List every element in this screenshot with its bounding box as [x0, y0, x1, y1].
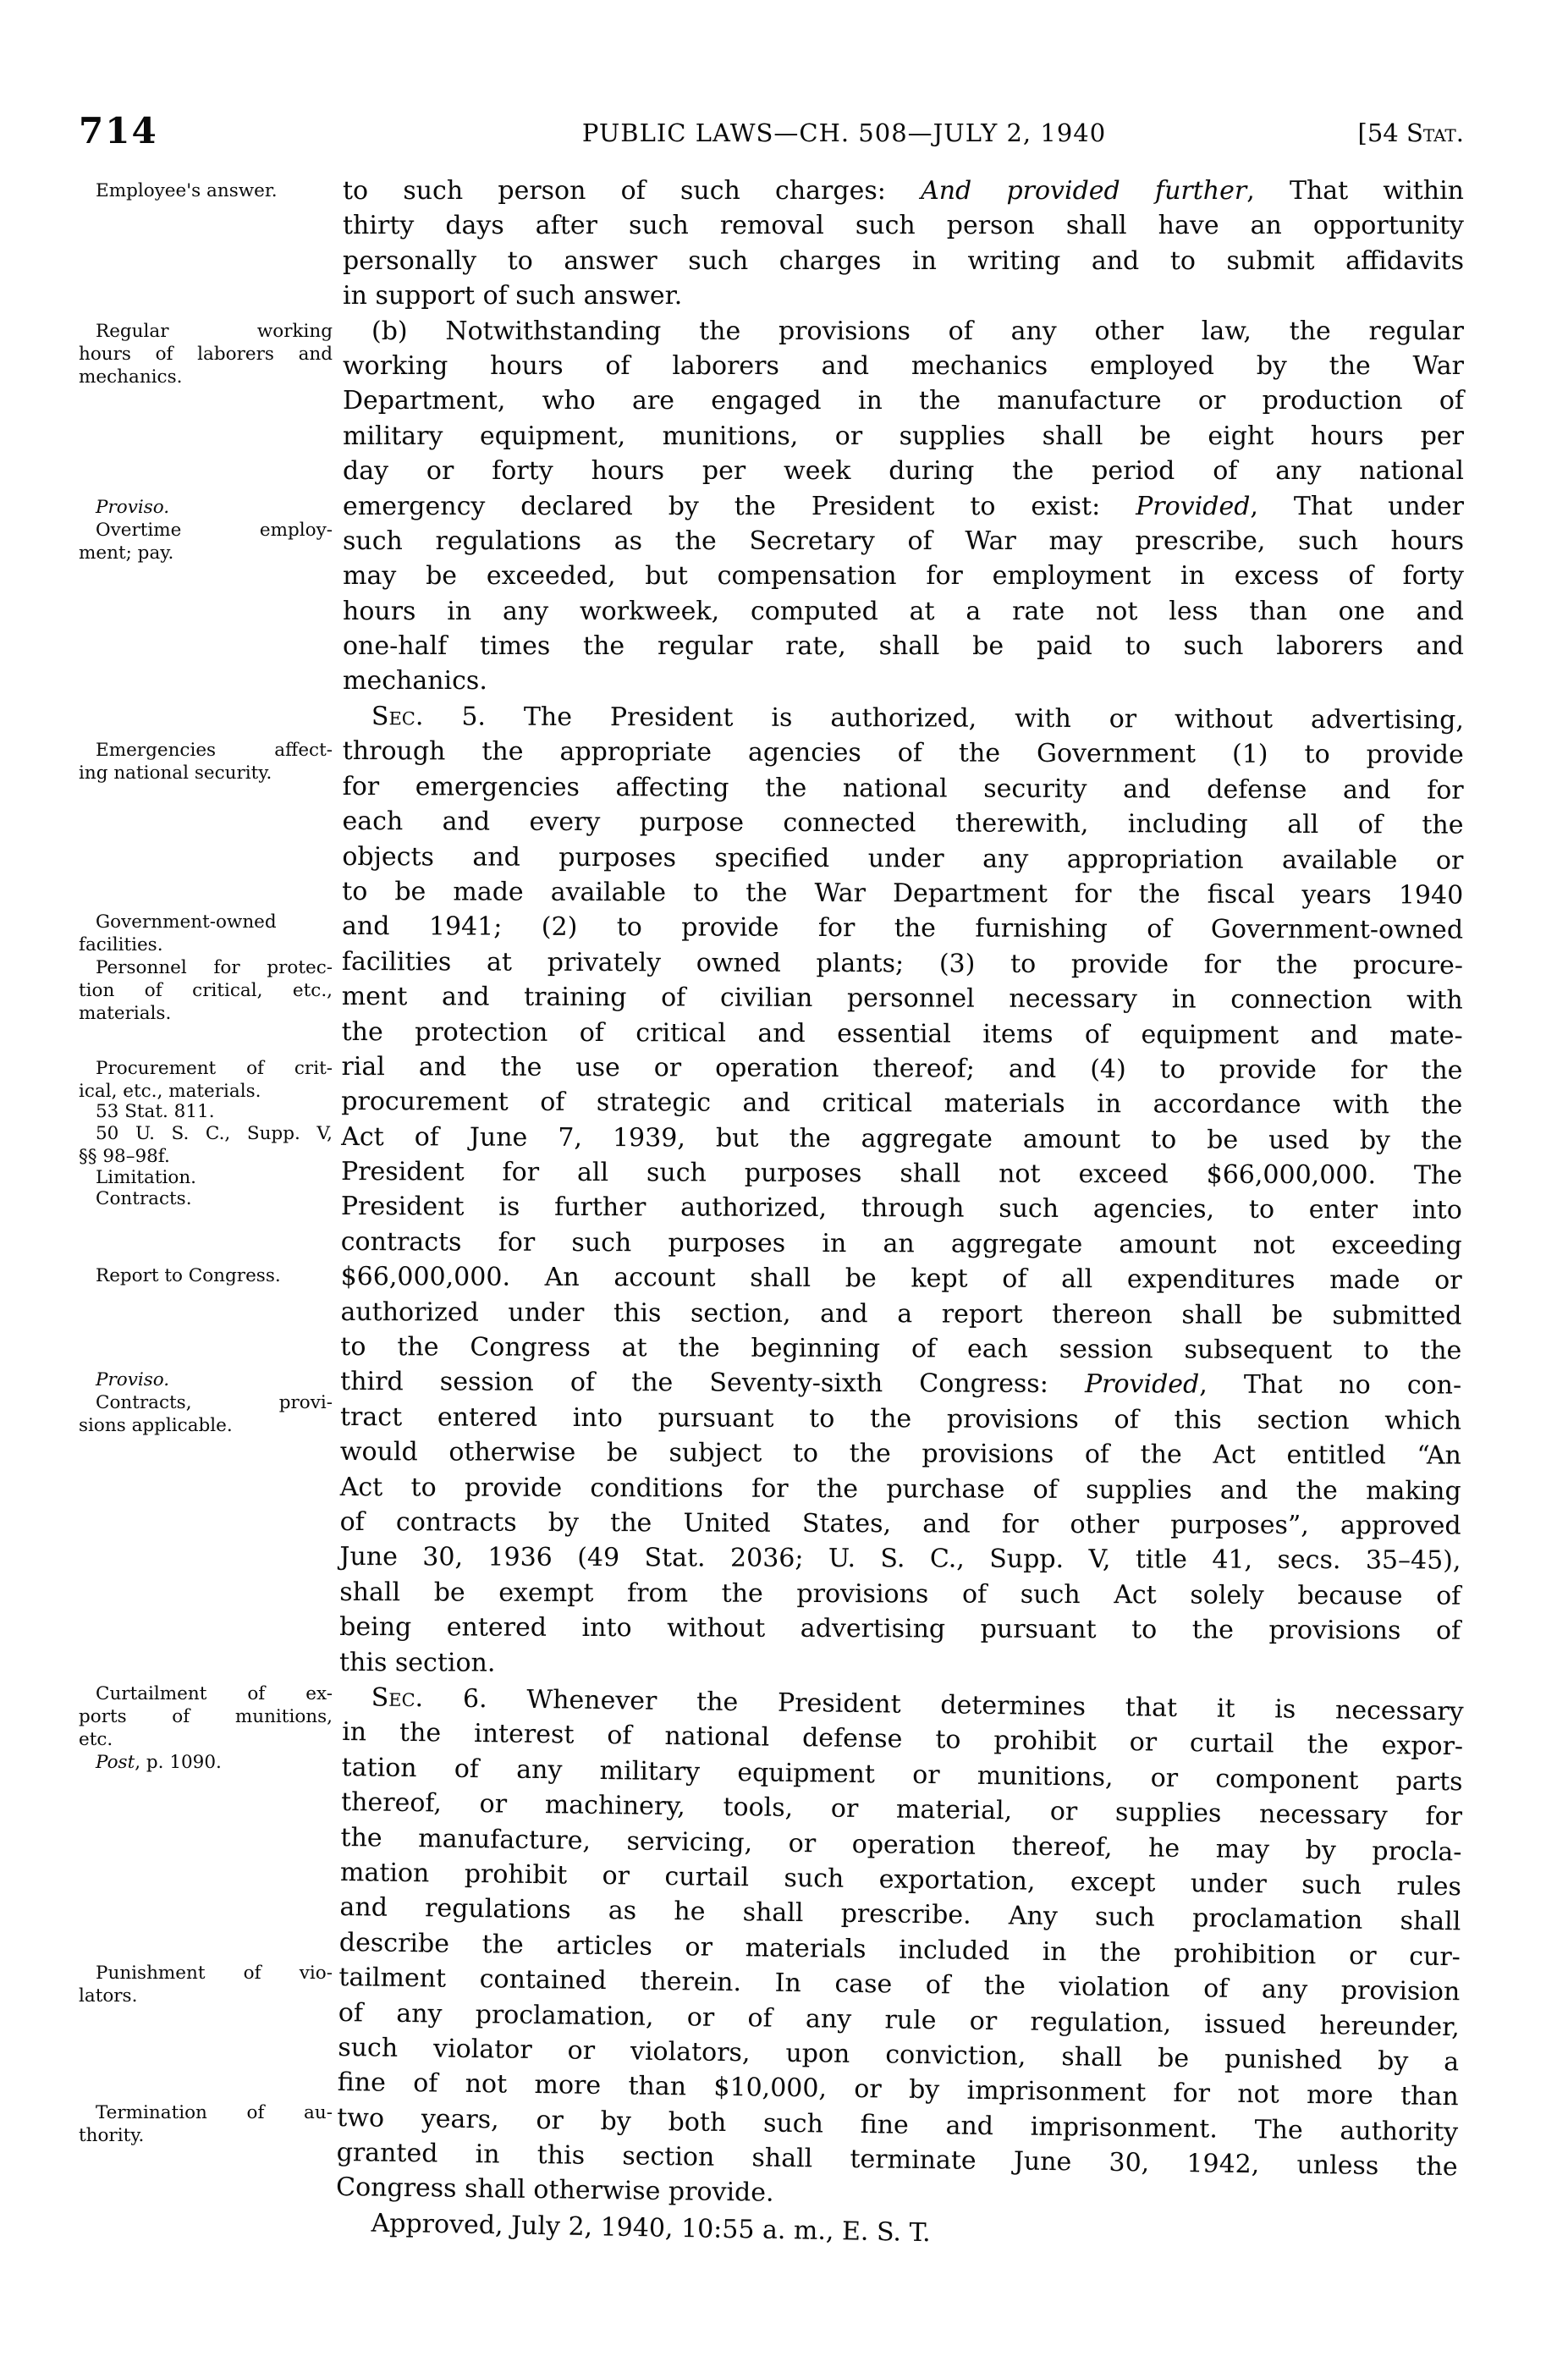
margin-note-line: facilities.	[79, 934, 163, 955]
body-line: contracts for such purposes in an aggregate amount not exceeding	[340, 1226, 1462, 1261]
body-line: to the Congress at the beginning of each session subsequent to the	[340, 1331, 1462, 1366]
margin-note-line	[79, 1368, 333, 1391]
body-line: Act to provide conditions for the purchase of supplies and the making	[339, 1472, 1461, 1506]
italic-text: And provided further	[921, 176, 1247, 206]
stat-citation: [54 Stat.	[1357, 118, 1464, 147]
body-line: through the appropriate agencies of the Government (1) to provide	[342, 736, 1464, 770]
body-line: thereof, or machinery, tools, or material, or supplies necessary for	[340, 1787, 1463, 1832]
body-line: Sec. 5. The President is authorized, with or without advertising,	[371, 701, 1464, 735]
body-line: would otherwise be subject to the provisions of the Act entitled “An	[339, 1437, 1461, 1471]
margin-note-line: Government-owned	[96, 911, 277, 933]
margin-note-line: Procurement of crit-	[96, 1058, 333, 1079]
margin-note-line	[79, 496, 333, 519]
body-paragraph	[336, 1680, 1464, 2220]
body-paragraph	[343, 314, 1464, 699]
margin-note-line: ment; pay.	[79, 542, 174, 564]
body-text-column	[335, 173, 1465, 2248]
italic-text: Proviso.	[96, 497, 170, 518]
note-post-p-1090	[79, 1751, 333, 1774]
note-53-stat-811	[79, 1100, 333, 1123]
margin-note-line: Termination of au-	[96, 2102, 333, 2123]
body-line: the protection of critical and essential items of equipment and mate-	[341, 1016, 1463, 1050]
body-line: fine of not more than $10,000, or by imprisonment for not more than	[337, 2067, 1459, 2112]
body-line: working hours of laborers and mechanics employed by the War	[343, 350, 1464, 381]
body-line: to such person of such charges: And provided further, That within	[343, 176, 1464, 206]
note-overtime-employment	[79, 519, 333, 564]
small-caps-text: Sec.	[371, 1682, 424, 1714]
body-line: procurement of strategic and critical materials in accordance with the	[341, 1087, 1463, 1120]
note-government-owned-facilities	[79, 911, 333, 956]
body-line: such violator or violators, upon conviction, shall be punished by a	[338, 2032, 1460, 2078]
body-line: military equipment, munitions, or supplies shall be eight hours per	[343, 421, 1464, 451]
body-line: for emergencies affecting the national security and defense and for	[342, 771, 1464, 806]
body-line: tation of any military equipment or munitions, or component parts	[341, 1752, 1463, 1797]
body-line: Act of June 7, 1939, but the aggregate amount to be used by the	[341, 1121, 1463, 1156]
body-paragraph	[339, 699, 1464, 1684]
body-line: in support of such answer.	[343, 281, 683, 311]
body-line: may be exceeded, but compensation for employment in excess of forty	[343, 561, 1464, 592]
margin-note-line: Contracts, provi-	[96, 1392, 333, 1413]
body-line: day or forty hours per week during the period of any national	[343, 456, 1464, 487]
margin-note-line: lators.	[79, 1985, 138, 2007]
note-regular-working-hours	[79, 320, 333, 388]
margin-note-line: ing national security.	[79, 763, 272, 784]
body-line: and 1941; (2) to provide for the furnishing of Government-owned	[342, 911, 1464, 945]
body-line: Sec. 6. Whenever the President determines that it is necessary	[371, 1682, 1464, 1727]
margin-note-line: mechanics.	[79, 366, 183, 388]
body-paragraph	[343, 173, 1464, 314]
italic-text: Provided	[1084, 1369, 1200, 1400]
body-line: rial and the use or operation thereof; and (4) to provide for the	[341, 1051, 1463, 1086]
margin-note-line: Curtailment of ex-	[96, 1683, 333, 1704]
note-contracts-provisions-applicable	[79, 1391, 333, 1437]
body-line: and regulations as he shall prescribe. Any such proclamation shall	[339, 1892, 1461, 1937]
body-line: ment and training of civilian personnel necessary in connection with	[341, 981, 1463, 1016]
body-line: hours in any workweek, computed at a rate not less than one and	[343, 596, 1464, 626]
body-line: of contracts by the United States, and for other purposes”, approved	[339, 1506, 1461, 1541]
margin-note-line: ical, etc., materials.	[79, 1081, 261, 1102]
body-line: being entered into without advertising pursuant to the provisions of	[339, 1612, 1461, 1646]
note-proviso-2	[79, 1368, 333, 1391]
body-line: each and every purpose connected therewith, including all of the	[342, 807, 1464, 840]
margin-note-line: Post, p. 1090.	[96, 1752, 222, 1773]
body-line: such regulations as the Secretary of War may prescribe, such hours	[343, 526, 1464, 556]
body-line: this section.	[338, 1647, 496, 1678]
note-contracts	[79, 1187, 333, 1210]
small-caps-text: Sec.	[371, 701, 424, 732]
body-line: one-half times the regular rate, shall be paid to such laborers and	[343, 631, 1464, 662]
italic-text: Post	[96, 1752, 135, 1773]
margin-note-line: tion of critical, etc.,	[79, 980, 333, 1001]
margin-note-line: sions applicable.	[79, 1415, 233, 1436]
note-personnel-protection	[79, 956, 333, 1025]
body-line: June 30, 1936 (49 Stat. 2036; U. S. C., Supp. V, title 41, secs. 35–45),	[339, 1542, 1461, 1576]
body-line: President for all such purposes shall not exceed $66,000,000. The	[340, 1156, 1463, 1191]
body-line: in the interest of national defense to prohibit or curtail the expor-	[341, 1717, 1464, 1762]
body-line: objects and purposes specified under any appropriation available or	[342, 841, 1464, 876]
page-number: 714	[79, 110, 158, 151]
margin-note-line: Overtime employ-	[96, 520, 333, 541]
body-line: the manufacture, servicing, or operation thereof, he may by procla-	[340, 1822, 1462, 1867]
body-line: tract entered into pursuant to the provisions of this section which	[339, 1401, 1462, 1436]
body-line: describe the articles or materials included in the prohibition or cur-	[338, 1927, 1461, 1972]
body-line: personally to answer such charges in writing and to submit affidavits	[343, 245, 1464, 276]
body-line: mechanics.	[343, 666, 487, 696]
body-line: Congress shall otherwise provide.	[335, 2172, 774, 2208]
note-emergencies-national-security	[79, 739, 333, 785]
note-50-usc-supp-v	[79, 1122, 333, 1168]
body-line: Department, who are engaged in the manufacture or production of	[343, 386, 1464, 416]
body-line: thirty days after such removal such person shall have an opportunity	[343, 211, 1464, 241]
body-line: (b) Notwithstanding the provisions of any other law, the regular	[371, 316, 1464, 346]
body-line: authorized under this section, and a report thereon shall be submitted	[340, 1297, 1462, 1331]
margin-note-line: Contracts.	[96, 1188, 192, 1209]
margin-note-line: materials.	[79, 1003, 172, 1024]
note-curtailment-of-exports	[79, 1682, 333, 1751]
margin-note-line: Punishment of vio-	[96, 1963, 333, 1984]
margin-note-line: hours of laborers and	[79, 344, 333, 365]
body-line: tailment contained therein. In case of the violation of any provision	[338, 1962, 1461, 2007]
body-line: Approved, July 2, 1940, 10:55 a. m., E. S. T.	[371, 2208, 931, 2248]
margin-note-line: thority.	[79, 2125, 145, 2146]
margin-note-line: 53 Stat. 811.	[96, 1101, 215, 1122]
note-proviso-1	[79, 496, 333, 519]
margin-note-line: Report to Congress.	[96, 1265, 281, 1286]
body-line: shall be exempt from the provisions of such Act solely because of	[339, 1577, 1461, 1611]
body-line: to be made available to the War Department for the fiscal years 1940	[342, 876, 1464, 911]
margin-note-line: Limitation.	[96, 1167, 197, 1188]
body-line: $66,000,000. An account shall be kept of all expenditures made or	[340, 1262, 1462, 1296]
body-line: two years, or by both such fine and imprisonment. The authority	[337, 2102, 1459, 2147]
note-punishment-of-violators	[79, 1962, 333, 2007]
note-employees-answer	[79, 179, 333, 202]
body-line: granted in this section shall terminate June 30, 1942, unless the	[336, 2137, 1458, 2183]
body-line: emergency declared by the President to exist: Provided, That under	[343, 491, 1465, 521]
margin-note-line: Regular working	[96, 321, 333, 342]
margin-note-line: Personnel for protec-	[96, 957, 333, 978]
italic-text: Provided	[1136, 491, 1251, 521]
body-line: of any proclamation, or of any rule or regulation, issued hereunder,	[338, 1997, 1460, 2042]
note-termination-of-authority	[79, 2101, 333, 2147]
italic-text: Proviso.	[96, 1369, 170, 1390]
note-procurement-critical-materials	[79, 1057, 333, 1103]
margin-note-line: etc.	[79, 1729, 113, 1750]
body-line: mation prohibit or curtail such exportation, except under such rules	[339, 1857, 1462, 1902]
margin-note-line: ports of munitions,	[79, 1706, 333, 1727]
small-caps-text: Stat.	[1406, 118, 1464, 147]
body-line: President is further authorized, through such agencies, to enter into	[340, 1192, 1462, 1225]
note-report-to-congress	[79, 1264, 333, 1287]
margin-note-line: Emergencies affect-	[96, 740, 333, 761]
body-line: third session of the Seventy-sixth Congress: Provided, That no con-	[340, 1367, 1462, 1401]
note-limitation	[79, 1166, 333, 1189]
margin-note-line: §§ 98–98f.	[79, 1146, 170, 1167]
margin-note-line: Employee's answer.	[96, 180, 278, 201]
body-line: facilities at privately owned plants; (3) to provide for the procure-	[341, 946, 1463, 981]
margin-note-line: 50 U. S. C., Supp. V,	[96, 1123, 333, 1144]
running-title: PUBLIC LAWS—CH. 508—JULY 2, 1940	[581, 118, 1107, 147]
